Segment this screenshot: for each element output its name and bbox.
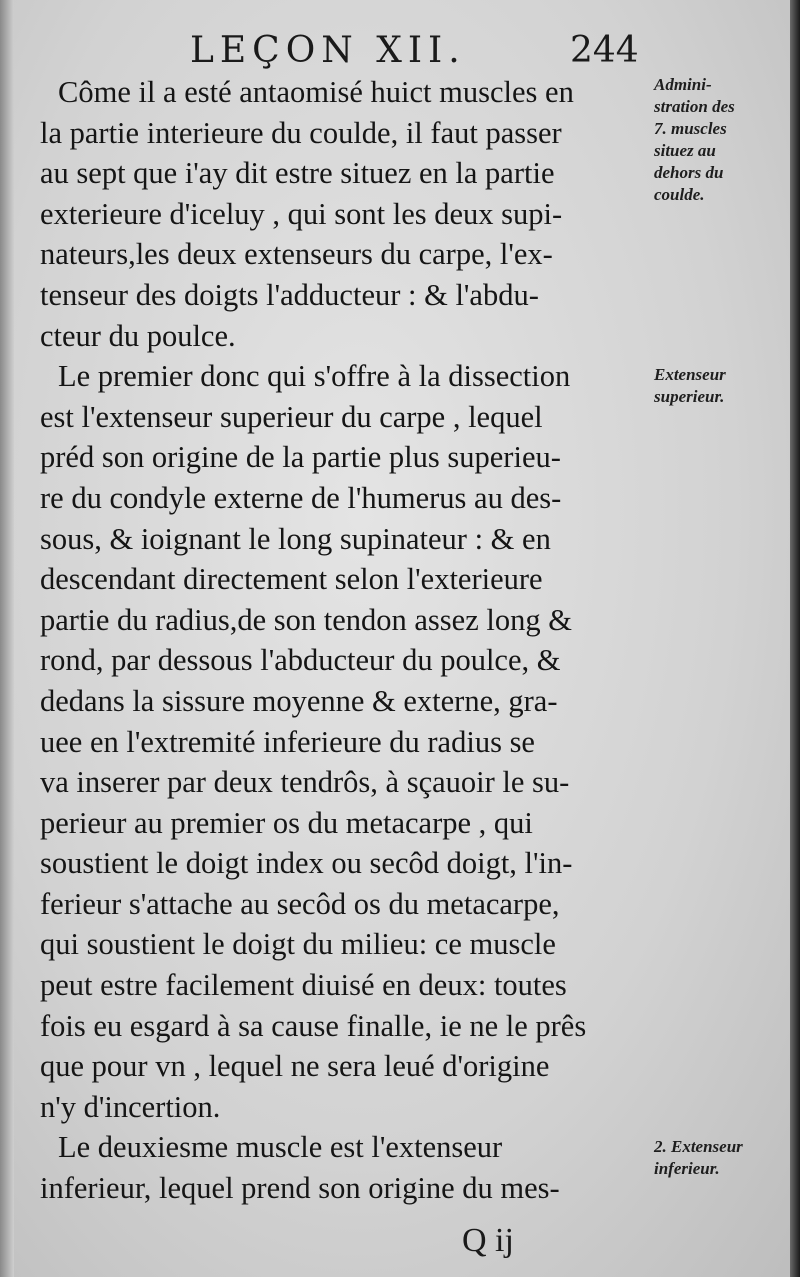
margin-note-line: inferieur.	[654, 1159, 720, 1178]
margin-note-line: 7. muscles	[654, 119, 727, 138]
main-text	[40, 72, 660, 1209]
text-line: sous, & ioignant le long supinateur : & en	[40, 521, 551, 556]
text-line: perieur au premier os du metacarpe , qui	[40, 805, 533, 840]
page-number: 244	[570, 30, 639, 71]
text-line: qui soustient le doigt du milieu: ce muscle	[40, 927, 556, 962]
signature-mark: Q ij	[462, 1222, 514, 1259]
text-line: est l'extenseur superieur du carpe , lequel	[40, 399, 543, 434]
text-line: cteur du poulce.	[40, 318, 236, 353]
text-line: préd son origine de la partie plus superieu-	[40, 440, 561, 475]
text-line: que pour vn , lequel ne sera leué d'origine	[40, 1049, 550, 1084]
text-line: n'y d'incertion.	[40, 1089, 221, 1124]
text-line: ferieur s'attache au secôd os du metacarpe,	[40, 886, 560, 921]
text-line: fois eu esgard à sa cause finalle, ie ne le prês	[40, 1008, 587, 1043]
page-gutter	[0, 0, 14, 1277]
text-line: uee en l'extremité inferieure du radius se	[40, 724, 535, 759]
text-line: soustient le doigt index ou secôd doigt, l'in-	[40, 846, 573, 881]
page-edge	[790, 0, 800, 1277]
margin-note-administration	[654, 74, 790, 206]
margin-note-line: coulde.	[654, 185, 705, 204]
text-line: partie du radius,de son tendon assez long &	[40, 602, 572, 637]
margin-note-line: Admini-	[654, 75, 712, 94]
text-line: rond, par dessous l'abducteur du poulce, &	[40, 643, 561, 678]
margin-note-line: superieur.	[654, 387, 725, 406]
text-line: nateurs,les deux extenseurs du carpe, l'ex-	[40, 237, 553, 272]
text-line: la partie interieure du coulde, il faut passer	[40, 115, 562, 150]
text-line: Le deuxiesme muscle est l'extenseur	[58, 1130, 503, 1165]
margin-note-extenseur-inferieur	[654, 1136, 790, 1180]
margin-note-line: dehors du	[654, 163, 724, 182]
margin-note-line: Extenseur	[654, 365, 726, 384]
text-line: Côme il a esté antaomisé huict muscles en	[58, 75, 574, 109]
text-line: descendant directement selon l'exterieure	[40, 562, 543, 597]
text-line: tenseur des doigts l'adducteur : & l'abdu-	[40, 277, 539, 312]
text-line: re du condyle externe de l'humerus au des-	[40, 480, 562, 515]
margin-note-line: situez au	[654, 141, 716, 160]
running-head: LEÇON XII.	[190, 30, 466, 71]
text-line: inferieur, lequel prend son origine du mes-	[40, 1171, 560, 1206]
margin-note-line: stration des	[654, 97, 735, 116]
text-line: dedans la sissure moyenne & externe, gra-	[40, 683, 558, 718]
text-line: peut estre facilement diuisé en deux: toutes	[40, 968, 567, 1003]
margin-note-line: 2. Extenseur	[654, 1137, 743, 1156]
text-line: exterieure d'iceluy , qui sont les deux supi-	[40, 196, 563, 231]
text-line: au sept que i'ay dit estre situez en la partie	[40, 156, 555, 191]
text-line: Le premier donc qui s'offre à la dissection	[58, 359, 571, 394]
margin-note-extenseur-superieur	[654, 364, 790, 408]
text-line: va inserer par deux tendrôs, à sçauoir le su-	[40, 765, 570, 800]
